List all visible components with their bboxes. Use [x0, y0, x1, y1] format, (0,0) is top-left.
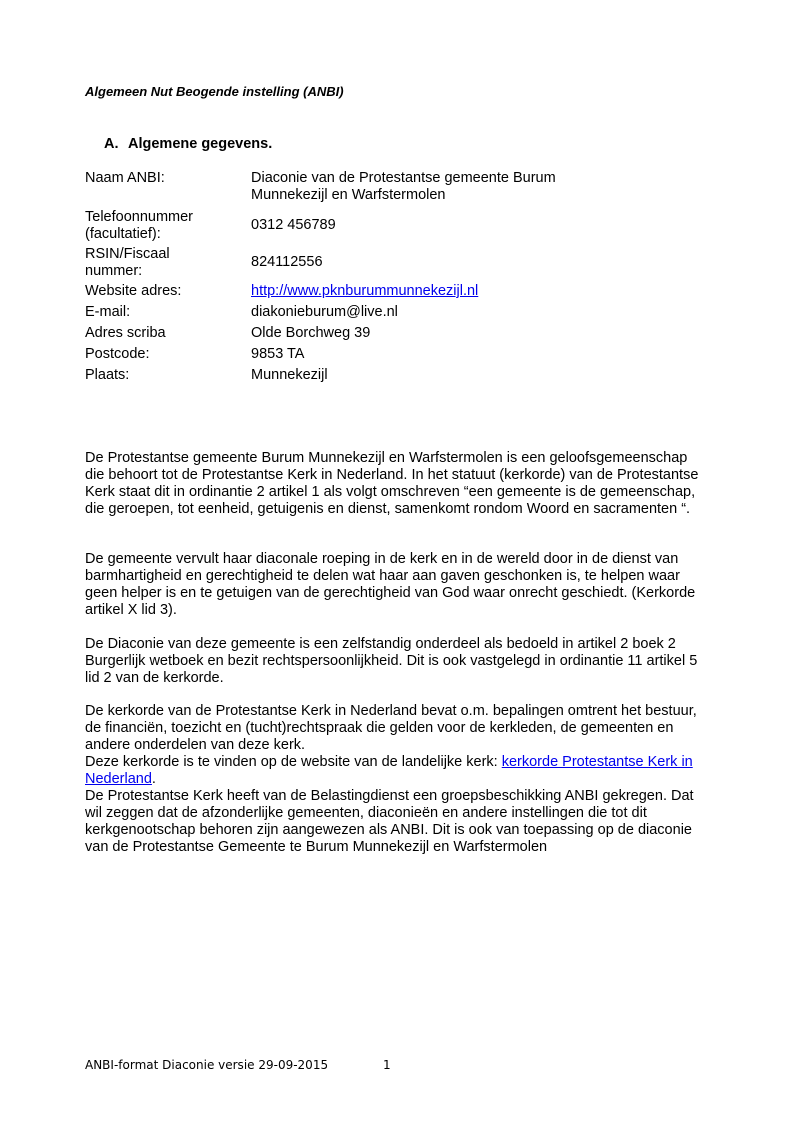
label-rsin-line1: RSIN/Fiscaal [85, 245, 170, 262]
label-rsin [85, 246, 251, 280]
paragraph-groepsbeschikking: De Protestantse Kerk heeft van de Belastingdienst een groepsbeschikking ANBI gekregen. Dat wil zeggen dat de afzonderlijke gemeenten, diaconieën en andere instellingen die tot dit kerkgenootschap behoren zijn aangewezen als ANBI. Dit is ook van toepassing op de diaconie van de Protestantse Gemeente te Burum Munnekezijl en Warfstermolen [85, 788, 694, 855]
value-rsin: 824112556 [251, 254, 323, 270]
label-website: Website adres: [85, 283, 182, 299]
info-row-rsin [85, 244, 725, 281]
info-row-email [85, 302, 725, 323]
footer-text: ANBI-format Diaconie versie 29-09-2015 [85, 1058, 329, 1072]
value-naam [251, 170, 725, 204]
info-row-website [85, 281, 725, 302]
label-telefoon [85, 209, 251, 243]
value-telefoon: 0312 456789 [251, 217, 336, 233]
paragraph-rechtspersoonlijkheid: De Diaconie van deze gemeente is een zelfstandig onderdeel als bedoeld in artikel 2 boek 2 Burgerlijk wetboek en bezit rechtspersoonlijkheid. Dit is ook vastgelegd in ordinantie 11 artikel 5 lid 2 van de kerkorde. [85, 636, 698, 686]
value-postcode: 9853 TA [251, 346, 305, 362]
website-link[interactable]: http://www.pknburummunnekezijl.nl [251, 283, 479, 299]
paragraph-kerkorde-website [85, 754, 710, 788]
label-naam: Naam ANBI: [85, 170, 165, 186]
value-adres: Olde Borchweg 39 [251, 325, 371, 341]
page-footer [85, 1058, 391, 1072]
label-postcode: Postcode: [85, 346, 150, 362]
label-email: E-mail: [85, 304, 131, 320]
page-number: 1 [383, 1058, 391, 1072]
value-naam-line2: Munnekezijl en Warfstermolen [251, 187, 446, 203]
info-row-postcode [85, 344, 725, 365]
kerkorde-website-text: Deze kerkorde is te vinden op de website van de landelijke kerk: [85, 754, 502, 770]
paragraph-diaconale-roeping: De gemeente vervult haar diaconale roeping in de kerk en in de wereld door in de dienst van barmhartigheid en gerechtigheid te delen wat haar aan gaven geschonken is, te helpen waar geen helper is en te getuigen van de gerechtigheid van God waar onrecht geschiedt. (Kerkorde artikel X lid 3). [85, 551, 696, 618]
label-rsin-line2: nummer: [85, 262, 143, 279]
label-adres: Adres scriba [85, 325, 166, 341]
page-header: Algemeen Nut Beogende instelling (ANBI) [85, 84, 344, 99]
value-naam-line1: Diaconie van de Protestantse gemeente Burum [251, 170, 556, 186]
value-website [251, 283, 725, 300]
kerkorde-website-end: . [151, 771, 156, 787]
value-plaats: Munnekezijl [251, 367, 328, 383]
info-row-naam [85, 170, 725, 207]
section-heading [104, 136, 272, 152]
label-telefoon-line2: (facultatief): [85, 225, 161, 242]
value-email: diakonieburum@live.nl [251, 304, 398, 320]
info-row-telefoon [85, 207, 725, 244]
paragraph-kerkorde: De kerkorde van de Protestantse Kerk in Nederland bevat o.m. bepalingen omtrent het bestuur, de financiën, toezicht en (tucht)rechtspraak die gelden voor de kerkleden, de gemeenten en andere onderdelen van deze kerk. [85, 703, 697, 753]
paragraph-geloofsgemeenschap: De Protestantse gemeente Burum Munnekezijl en Warfstermolen is een geloofsgemeenschap die behoort tot de Protestantse Kerk in Nederland. In het statuut (kerkorde) van de Protestantse Kerk staat dit in ordinantie 2 artikel 1 als volgt omschreven “een gemeente is de gemeenschap, die geroepen, tot eenheid, getuigenis en dienst, samenkomt rondom Woord en sacramenten “. [85, 450, 699, 517]
section-letter: A. [104, 136, 119, 152]
paragraph-block-kerkorde [85, 703, 710, 856]
info-row-plaats [85, 365, 725, 386]
kerkorde-link[interactable]: kerkorde Protestantse Kerk in Nederland [85, 754, 693, 787]
info-table [85, 170, 725, 386]
label-telefoon-line1: Telefoonnummer [85, 208, 193, 225]
section-title: Algemene gegevens. [128, 136, 273, 152]
info-row-adres [85, 323, 725, 344]
label-plaats: Plaats: [85, 367, 130, 383]
